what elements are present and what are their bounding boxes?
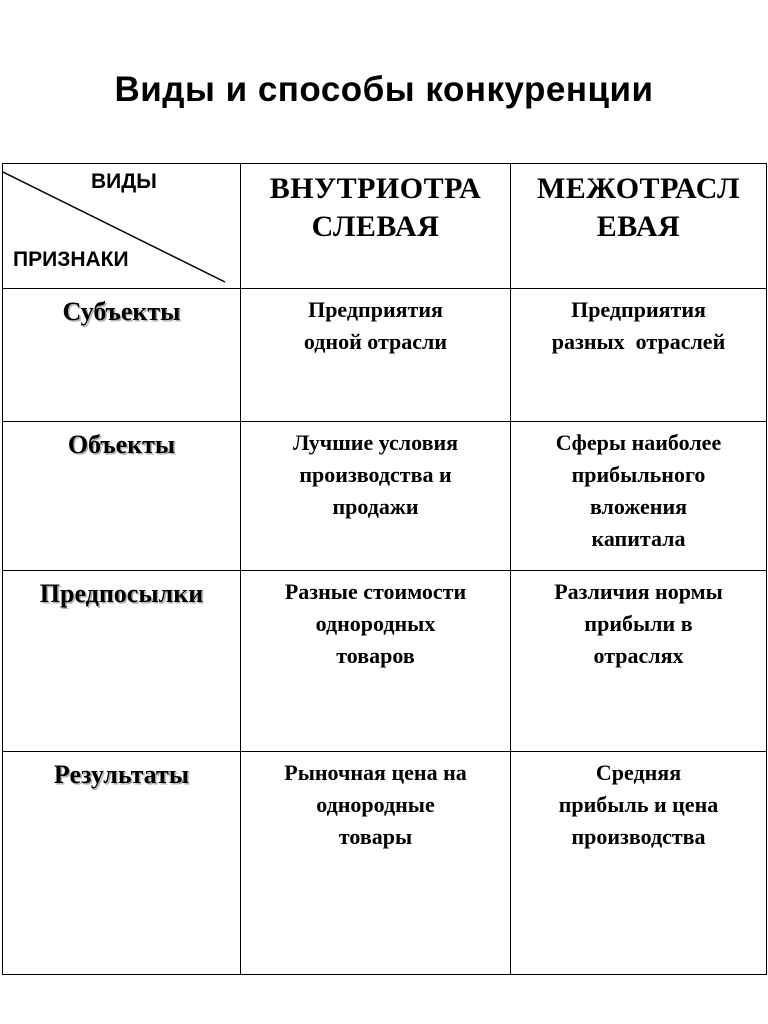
- cell-line: однородных: [315, 611, 436, 636]
- cell-line: прибыли в: [584, 611, 693, 636]
- cell-line: производства: [571, 824, 706, 849]
- page-title: Виды и способы конкуренции: [114, 70, 654, 109]
- cell-line: Предприятия: [308, 297, 443, 322]
- table-row: [3, 571, 767, 752]
- table-row: [3, 752, 767, 975]
- column-header-line: МЕЖОТРАСЛ: [536, 172, 740, 205]
- cell-line: капитала: [591, 526, 686, 551]
- cell-line: Рыночная цена на: [284, 760, 467, 785]
- column-header-line: ВНУТРИОТРА: [269, 172, 482, 205]
- cell-line: продажи: [332, 494, 419, 519]
- cell-line: однородные: [316, 792, 435, 817]
- table-row: [3, 422, 767, 571]
- cell-line: товаров: [336, 643, 415, 668]
- cell-line: товары: [338, 824, 413, 849]
- column-header-intra: [241, 164, 511, 289]
- table-cell: [241, 422, 511, 571]
- cell-line: Средняя: [595, 760, 682, 785]
- cell-line: отраслях: [593, 643, 684, 668]
- table-cell: [511, 571, 767, 752]
- table-cell: [511, 289, 767, 422]
- row-header-objects: Объекты: [67, 430, 176, 459]
- corner-label-types: ВИДЫ: [91, 170, 157, 193]
- competition-table: [2, 163, 767, 975]
- cell-line: Предприятия: [571, 297, 706, 322]
- row-header-prerequisites: Предпосылки: [39, 579, 204, 608]
- cell-line: вложения: [589, 494, 688, 519]
- row-header-subjects: Субъекты: [62, 297, 181, 326]
- cell-line: Различия нормы: [554, 579, 723, 604]
- column-header-line: ЕВАЯ: [596, 210, 681, 243]
- corner-label-attributes: ПРИЗНАКИ: [13, 248, 129, 271]
- table-cell: [511, 422, 767, 571]
- table-cell: [241, 571, 511, 752]
- table-header-row: [3, 164, 767, 289]
- row-header-results: Результаты: [53, 760, 190, 789]
- cell-line: Лучшие условия: [292, 430, 459, 455]
- cell-line: производства и: [299, 462, 452, 487]
- cell-line: прибыль и цена: [558, 792, 719, 817]
- row-header-cell: [3, 752, 241, 975]
- row-header-cell: [3, 571, 241, 752]
- table-cell: [241, 752, 511, 975]
- cell-line: прибыльного: [571, 462, 706, 487]
- table-row: [3, 289, 767, 422]
- cell-line: Разные стоимости: [284, 579, 467, 604]
- table-cell: [511, 752, 767, 975]
- cell-line: разных отраслей: [551, 329, 726, 354]
- cell-line: Сферы наиболее: [555, 430, 722, 455]
- column-header-inter: [511, 164, 767, 289]
- column-header-line: СЛЕВАЯ: [311, 210, 440, 243]
- row-header-cell: [3, 289, 241, 422]
- cell-line: одной отрасли: [303, 329, 448, 354]
- row-header-cell: [3, 422, 241, 571]
- corner-cell: [3, 164, 241, 289]
- table-cell: [241, 289, 511, 422]
